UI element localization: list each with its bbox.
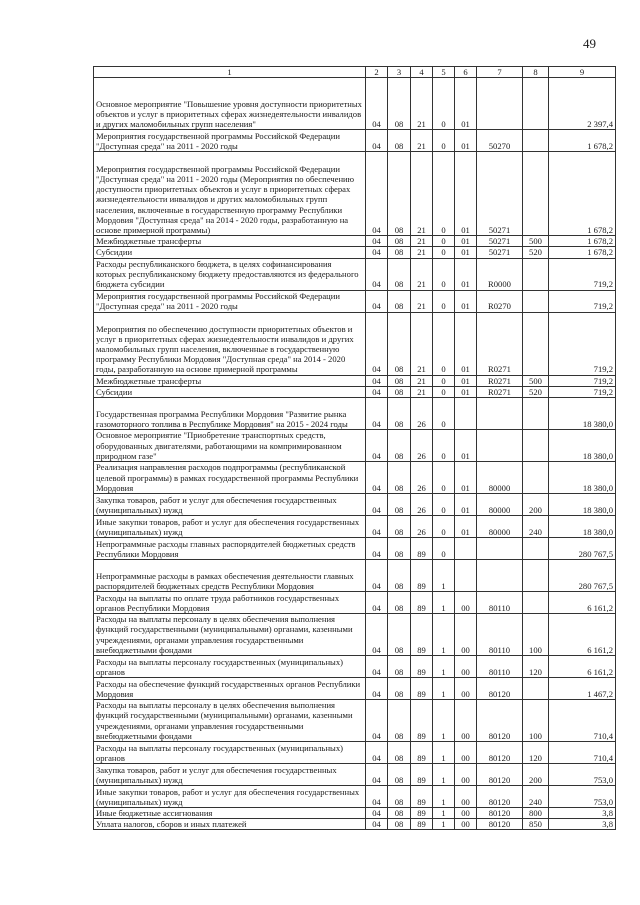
description-cell: Реализация направления расходов подпрограммы (республиканской целевой программы) в рамках государственной программы Республики Мордовия bbox=[94, 462, 366, 494]
header-cell: 7 bbox=[477, 67, 523, 78]
activity-cell: 01 bbox=[455, 247, 477, 258]
activity-cell: 00 bbox=[455, 786, 477, 808]
amount-cell: 719,2 bbox=[549, 386, 616, 397]
section-cell: 04 bbox=[366, 614, 388, 656]
subprogram-cell: 1 bbox=[433, 678, 455, 700]
activity-cell bbox=[455, 538, 477, 560]
description-cell: Межбюджетные трансферты bbox=[94, 236, 366, 247]
table-row bbox=[94, 538, 616, 560]
amount-cell: 1 678,2 bbox=[549, 236, 616, 247]
direction-cell: 80120 bbox=[477, 764, 523, 786]
section-cell: 04 bbox=[366, 386, 388, 397]
subprogram-cell: 1 bbox=[433, 742, 455, 764]
expense-type-cell bbox=[523, 258, 549, 290]
expense-type-cell bbox=[523, 462, 549, 494]
subsection-cell: 08 bbox=[388, 312, 411, 375]
program-cell: 21 bbox=[411, 312, 433, 375]
table-row bbox=[94, 78, 616, 130]
activity-cell bbox=[455, 560, 477, 592]
subsection-cell: 08 bbox=[388, 494, 411, 516]
table-row bbox=[94, 130, 616, 152]
amount-cell: 6 161,2 bbox=[549, 592, 616, 614]
subsection-cell: 08 bbox=[388, 386, 411, 397]
subprogram-cell: 0 bbox=[433, 494, 455, 516]
subprogram-cell: 1 bbox=[433, 808, 455, 819]
expense-type-cell: 240 bbox=[523, 516, 549, 538]
header-cell: 2 bbox=[366, 67, 388, 78]
activity-cell: 01 bbox=[455, 78, 477, 130]
program-cell: 89 bbox=[411, 786, 433, 808]
expense-type-cell bbox=[523, 678, 549, 700]
amount-cell: 280 767,5 bbox=[549, 538, 616, 560]
direction-cell: 80120 bbox=[477, 808, 523, 819]
expense-type-cell: 120 bbox=[523, 742, 549, 764]
direction-cell: R0270 bbox=[477, 290, 523, 312]
section-cell: 04 bbox=[366, 538, 388, 560]
description-cell: Расходы на выплаты персоналу в целях обеспечения выполнения функций государственными (муниципальными) органами, казенными учреждениями, органами управления государственными внебюджетными фондами bbox=[94, 700, 366, 742]
section-cell: 04 bbox=[366, 516, 388, 538]
amount-cell: 3,8 bbox=[549, 808, 616, 819]
subsection-cell: 08 bbox=[388, 462, 411, 494]
expense-type-cell bbox=[523, 592, 549, 614]
expense-type-cell: 850 bbox=[523, 819, 549, 830]
amount-cell: 719,2 bbox=[549, 375, 616, 386]
program-cell: 26 bbox=[411, 494, 433, 516]
expense-type-cell: 100 bbox=[523, 614, 549, 656]
section-cell: 04 bbox=[366, 247, 388, 258]
subsection-cell: 08 bbox=[388, 764, 411, 786]
header-cell: 1 bbox=[94, 67, 366, 78]
program-cell: 26 bbox=[411, 430, 433, 462]
amount-cell: 1 467,2 bbox=[549, 678, 616, 700]
table-row bbox=[94, 312, 616, 375]
description-cell: Субсидии bbox=[94, 386, 366, 397]
program-cell: 89 bbox=[411, 560, 433, 592]
table-row bbox=[94, 236, 616, 247]
activity-cell: 01 bbox=[455, 258, 477, 290]
table-row bbox=[94, 764, 616, 786]
subsection-cell: 08 bbox=[388, 130, 411, 152]
section-cell: 04 bbox=[366, 462, 388, 494]
expense-type-cell bbox=[523, 78, 549, 130]
direction-cell: 80110 bbox=[477, 592, 523, 614]
subsection-cell: 08 bbox=[388, 560, 411, 592]
expense-type-cell bbox=[523, 290, 549, 312]
program-cell: 21 bbox=[411, 375, 433, 386]
section-cell: 04 bbox=[366, 819, 388, 830]
section-cell: 04 bbox=[366, 236, 388, 247]
expense-type-cell: 500 bbox=[523, 236, 549, 247]
program-cell: 26 bbox=[411, 516, 433, 538]
subsection-cell: 08 bbox=[388, 152, 411, 236]
expense-type-cell: 200 bbox=[523, 494, 549, 516]
subprogram-cell: 0 bbox=[433, 516, 455, 538]
program-cell: 89 bbox=[411, 819, 433, 830]
description-cell: Иные бюджетные ассигнования bbox=[94, 808, 366, 819]
table-row bbox=[94, 247, 616, 258]
subprogram-cell: 0 bbox=[433, 375, 455, 386]
subprogram-cell: 1 bbox=[433, 764, 455, 786]
table-row bbox=[94, 786, 616, 808]
expense-type-cell: 520 bbox=[523, 386, 549, 397]
table-row bbox=[94, 808, 616, 819]
program-cell: 21 bbox=[411, 290, 433, 312]
table-row bbox=[94, 152, 616, 236]
description-cell: Иные закупки товаров, работ и услуг для обеспечения государственных (муниципальных) нужд bbox=[94, 516, 366, 538]
expense-type-cell bbox=[523, 538, 549, 560]
section-cell: 04 bbox=[366, 560, 388, 592]
subprogram-cell: 0 bbox=[433, 152, 455, 236]
activity-cell: 01 bbox=[455, 430, 477, 462]
section-cell: 04 bbox=[366, 312, 388, 375]
section-cell: 04 bbox=[366, 375, 388, 386]
table-row bbox=[94, 375, 616, 386]
direction-cell: 80120 bbox=[477, 678, 523, 700]
table-row bbox=[94, 560, 616, 592]
program-cell: 89 bbox=[411, 808, 433, 819]
direction-cell: 80000 bbox=[477, 462, 523, 494]
description-cell: Закупка товаров, работ и услуг для обеспечения государственных (муниципальных) нужд bbox=[94, 764, 366, 786]
subsection-cell: 08 bbox=[388, 398, 411, 430]
activity-cell: 00 bbox=[455, 808, 477, 819]
direction-cell bbox=[477, 78, 523, 130]
program-cell: 21 bbox=[411, 130, 433, 152]
table-row bbox=[94, 819, 616, 830]
subsection-cell: 08 bbox=[388, 614, 411, 656]
description-cell: Мероприятия государственной программы Российской Федерации "Доступная среда" на 2011 - 2020 годы (Мероприятия по обеспечению доступности приоритетных объектов и услуг в приоритетных сферах жизнедеятельности инвалидов и других маломобильных групп населения, включенные в государственную программу Республики Мордовия "Доступная среда" на 2014 - 2020 годы, разработанную на основе примерной программы) bbox=[94, 152, 366, 236]
section-cell: 04 bbox=[366, 398, 388, 430]
amount-cell: 710,4 bbox=[549, 700, 616, 742]
direction-cell bbox=[477, 538, 523, 560]
expense-type-cell: 100 bbox=[523, 700, 549, 742]
table-row bbox=[94, 678, 616, 700]
page-number: 49 bbox=[583, 36, 596, 51]
subprogram-cell: 1 bbox=[433, 786, 455, 808]
amount-cell: 18 380,0 bbox=[549, 516, 616, 538]
subsection-cell: 08 bbox=[388, 808, 411, 819]
amount-cell: 280 767,5 bbox=[549, 560, 616, 592]
amount-cell: 753,0 bbox=[549, 786, 616, 808]
amount-cell: 6 161,2 bbox=[549, 614, 616, 656]
amount-cell: 719,2 bbox=[549, 258, 616, 290]
program-cell: 21 bbox=[411, 258, 433, 290]
subprogram-cell: 0 bbox=[433, 462, 455, 494]
program-cell: 89 bbox=[411, 742, 433, 764]
section-cell: 04 bbox=[366, 430, 388, 462]
program-cell: 89 bbox=[411, 678, 433, 700]
description-cell: Расходы на выплаты по оплате труда работников государственных органов Республики Мордовия bbox=[94, 592, 366, 614]
subprogram-cell: 0 bbox=[433, 290, 455, 312]
activity-cell: 01 bbox=[455, 290, 477, 312]
amount-cell: 1 678,2 bbox=[549, 130, 616, 152]
direction-cell: 50271 bbox=[477, 247, 523, 258]
subsection-cell: 08 bbox=[388, 375, 411, 386]
table-row bbox=[94, 462, 616, 494]
section-cell: 04 bbox=[366, 78, 388, 130]
section-cell: 04 bbox=[366, 764, 388, 786]
table-row bbox=[94, 386, 616, 397]
section-cell: 04 bbox=[366, 130, 388, 152]
direction-cell: R0271 bbox=[477, 375, 523, 386]
program-cell: 89 bbox=[411, 614, 433, 656]
section-cell: 04 bbox=[366, 808, 388, 819]
table-header-row bbox=[94, 67, 616, 78]
subprogram-cell: 0 bbox=[433, 538, 455, 560]
program-cell: 21 bbox=[411, 78, 433, 130]
program-cell: 21 bbox=[411, 247, 433, 258]
table-row bbox=[94, 290, 616, 312]
subprogram-cell: 1 bbox=[433, 656, 455, 678]
amount-cell: 18 380,0 bbox=[549, 494, 616, 516]
description-cell: Иные закупки товаров, работ и услуг для обеспечения государственных (муниципальных) нужд bbox=[94, 786, 366, 808]
description-cell: Основное мероприятие "Приобретение транспортных средств, оборудованных двигателями, работающими на компримированном природном газе" bbox=[94, 430, 366, 462]
subprogram-cell: 0 bbox=[433, 78, 455, 130]
activity-cell: 01 bbox=[455, 386, 477, 397]
budget-table bbox=[93, 66, 616, 830]
subsection-cell: 08 bbox=[388, 290, 411, 312]
direction-cell: 50271 bbox=[477, 152, 523, 236]
activity-cell: 01 bbox=[455, 236, 477, 247]
subsection-cell: 08 bbox=[388, 786, 411, 808]
description-cell: Непрограммные расходы в рамках обеспечения деятельности главных распорядителей бюджетных средств Республики Мордовия bbox=[94, 560, 366, 592]
subprogram-cell: 1 bbox=[433, 614, 455, 656]
amount-cell: 2 397,4 bbox=[549, 78, 616, 130]
expense-type-cell: 200 bbox=[523, 764, 549, 786]
direction-cell: 80110 bbox=[477, 614, 523, 656]
table-row bbox=[94, 742, 616, 764]
description-cell: Мероприятия государственной программы Российской Федерации "Доступная среда" на 2011 - 2020 годы bbox=[94, 290, 366, 312]
program-cell: 21 bbox=[411, 236, 433, 247]
expense-type-cell bbox=[523, 430, 549, 462]
activity-cell: 00 bbox=[455, 742, 477, 764]
section-cell: 04 bbox=[366, 494, 388, 516]
section-cell: 04 bbox=[366, 152, 388, 236]
expense-type-cell bbox=[523, 560, 549, 592]
activity-cell: 01 bbox=[455, 462, 477, 494]
table-row bbox=[94, 398, 616, 430]
amount-cell: 1 678,2 bbox=[549, 152, 616, 236]
section-cell: 04 bbox=[366, 290, 388, 312]
subsection-cell: 08 bbox=[388, 247, 411, 258]
subprogram-cell: 1 bbox=[433, 700, 455, 742]
subsection-cell: 08 bbox=[388, 430, 411, 462]
section-cell: 04 bbox=[366, 656, 388, 678]
description-cell: Межбюджетные трансферты bbox=[94, 375, 366, 386]
amount-cell: 719,2 bbox=[549, 312, 616, 375]
subsection-cell: 08 bbox=[388, 236, 411, 247]
subprogram-cell: 0 bbox=[433, 258, 455, 290]
activity-cell: 01 bbox=[455, 375, 477, 386]
direction-cell bbox=[477, 398, 523, 430]
expense-type-cell: 120 bbox=[523, 656, 549, 678]
description-cell: Расходы на обеспечение функций государственных органов Республики Мордовия bbox=[94, 678, 366, 700]
header-cell: 5 bbox=[433, 67, 455, 78]
amount-cell: 6 161,2 bbox=[549, 656, 616, 678]
program-cell: 89 bbox=[411, 592, 433, 614]
table-row bbox=[94, 494, 616, 516]
subsection-cell: 08 bbox=[388, 538, 411, 560]
activity-cell: 00 bbox=[455, 819, 477, 830]
direction-cell: R0000 bbox=[477, 258, 523, 290]
description-cell: Основное мероприятие "Повышение уровня доступности приоритетных объектов и услуг в приоритетных сферах жизнедеятельности инвалидов и других маломобильных групп населения" bbox=[94, 78, 366, 130]
subsection-cell: 08 bbox=[388, 592, 411, 614]
table-row bbox=[94, 700, 616, 742]
subsection-cell: 08 bbox=[388, 700, 411, 742]
table-row bbox=[94, 614, 616, 656]
direction-cell: 80120 bbox=[477, 786, 523, 808]
subprogram-cell: 1 bbox=[433, 560, 455, 592]
activity-cell: 01 bbox=[455, 516, 477, 538]
direction-cell bbox=[477, 430, 523, 462]
direction-cell: 50271 bbox=[477, 236, 523, 247]
program-cell: 21 bbox=[411, 152, 433, 236]
description-cell: Мероприятия по обеспечению доступности приоритетных объектов и услуг в приоритетных сферах жизнедеятельности инвалидов и других маломобильных групп населения, включенные в государственную программу Республики Мордовия "Доступная среда" на 2014 - 2020 годы, разработанную на основе примерной программы bbox=[94, 312, 366, 375]
program-cell: 89 bbox=[411, 700, 433, 742]
header-cell: 3 bbox=[388, 67, 411, 78]
section-cell: 04 bbox=[366, 742, 388, 764]
subsection-cell: 08 bbox=[388, 516, 411, 538]
activity-cell: 00 bbox=[455, 592, 477, 614]
direction-cell: 80120 bbox=[477, 819, 523, 830]
subprogram-cell: 1 bbox=[433, 592, 455, 614]
amount-cell: 710,4 bbox=[549, 742, 616, 764]
direction-cell: 80120 bbox=[477, 742, 523, 764]
description-cell: Расходы республиканского бюджета, в целях софинансирования которых республиканскому бюджету предоставляются из федерального бюджета субсидии bbox=[94, 258, 366, 290]
description-cell: Непрограммные расходы главных распорядителей бюджетных средств Республики Мордовия bbox=[94, 538, 366, 560]
expense-type-cell: 240 bbox=[523, 786, 549, 808]
section-cell: 04 bbox=[366, 700, 388, 742]
subprogram-cell: 0 bbox=[433, 398, 455, 430]
expense-type-cell: 800 bbox=[523, 808, 549, 819]
subsection-cell: 08 bbox=[388, 678, 411, 700]
subprogram-cell: 1 bbox=[433, 819, 455, 830]
expense-type-cell bbox=[523, 398, 549, 430]
amount-cell: 3,8 bbox=[549, 819, 616, 830]
subprogram-cell: 0 bbox=[433, 236, 455, 247]
table-row bbox=[94, 430, 616, 462]
direction-cell: 80000 bbox=[477, 494, 523, 516]
expense-type-cell: 520 bbox=[523, 247, 549, 258]
header-cell: 6 bbox=[455, 67, 477, 78]
activity-cell: 00 bbox=[455, 614, 477, 656]
subprogram-cell: 0 bbox=[433, 130, 455, 152]
activity-cell: 00 bbox=[455, 656, 477, 678]
table-row bbox=[94, 258, 616, 290]
description-cell: Расходы на выплаты персоналу государственных (муниципальных) органов bbox=[94, 656, 366, 678]
description-cell: Расходы на выплаты персоналу государственных (муниципальных) органов bbox=[94, 742, 366, 764]
description-cell: Государственная программа Республики Мордовия "Развитие рынка газомоторного топлива в Республике Мордовия" на 2015 - 2024 годы bbox=[94, 398, 366, 430]
header-cell: 4 bbox=[411, 67, 433, 78]
subprogram-cell: 0 bbox=[433, 312, 455, 375]
direction-cell: 80110 bbox=[477, 656, 523, 678]
expense-type-cell bbox=[523, 152, 549, 236]
section-cell: 04 bbox=[366, 678, 388, 700]
activity-cell: 01 bbox=[455, 312, 477, 375]
amount-cell: 18 380,0 bbox=[549, 398, 616, 430]
direction-cell: 80120 bbox=[477, 700, 523, 742]
expense-type-cell bbox=[523, 312, 549, 375]
program-cell: 89 bbox=[411, 656, 433, 678]
amount-cell: 18 380,0 bbox=[549, 462, 616, 494]
subprogram-cell: 0 bbox=[433, 430, 455, 462]
description-cell: Уплата налогов, сборов и иных платежей bbox=[94, 819, 366, 830]
program-cell: 26 bbox=[411, 398, 433, 430]
activity-cell bbox=[455, 398, 477, 430]
section-cell: 04 bbox=[366, 786, 388, 808]
expense-type-cell: 500 bbox=[523, 375, 549, 386]
program-cell: 26 bbox=[411, 462, 433, 494]
expense-type-cell bbox=[523, 130, 549, 152]
description-cell: Закупка товаров, работ и услуг для обеспечения государственных (муниципальных) нужд bbox=[94, 494, 366, 516]
amount-cell: 1 678,2 bbox=[549, 247, 616, 258]
direction-cell: 80000 bbox=[477, 516, 523, 538]
subsection-cell: 08 bbox=[388, 819, 411, 830]
program-cell: 21 bbox=[411, 386, 433, 397]
program-cell: 89 bbox=[411, 764, 433, 786]
program-cell: 89 bbox=[411, 538, 433, 560]
activity-cell: 01 bbox=[455, 494, 477, 516]
subprogram-cell: 0 bbox=[433, 386, 455, 397]
activity-cell: 00 bbox=[455, 700, 477, 742]
direction-cell: R0271 bbox=[477, 312, 523, 375]
subsection-cell: 08 bbox=[388, 656, 411, 678]
direction-cell bbox=[477, 560, 523, 592]
amount-cell: 719,2 bbox=[549, 290, 616, 312]
table-row bbox=[94, 516, 616, 538]
activity-cell: 00 bbox=[455, 764, 477, 786]
activity-cell: 01 bbox=[455, 152, 477, 236]
direction-cell: 50270 bbox=[477, 130, 523, 152]
activity-cell: 00 bbox=[455, 678, 477, 700]
subsection-cell: 08 bbox=[388, 742, 411, 764]
subprogram-cell: 0 bbox=[433, 247, 455, 258]
amount-cell: 753,0 bbox=[549, 764, 616, 786]
amount-cell: 18 380,0 bbox=[549, 430, 616, 462]
description-cell: Расходы на выплаты персоналу в целях обеспечения выполнения функций государственными (муниципальными) органами, казенными учреждениями, органами управления государственными внебюджетными фондами bbox=[94, 614, 366, 656]
activity-cell: 01 bbox=[455, 130, 477, 152]
subsection-cell: 08 bbox=[388, 258, 411, 290]
direction-cell: R0271 bbox=[477, 386, 523, 397]
header-cell: 8 bbox=[523, 67, 549, 78]
subsection-cell: 08 bbox=[388, 78, 411, 130]
table-row bbox=[94, 656, 616, 678]
table-row bbox=[94, 592, 616, 614]
header-cell: 9 bbox=[549, 67, 616, 78]
section-cell: 04 bbox=[366, 258, 388, 290]
description-cell: Мероприятия государственной программы Российской Федерации "Доступная среда" на 2011 - 2020 годы bbox=[94, 130, 366, 152]
section-cell: 04 bbox=[366, 592, 388, 614]
description-cell: Субсидии bbox=[94, 247, 366, 258]
